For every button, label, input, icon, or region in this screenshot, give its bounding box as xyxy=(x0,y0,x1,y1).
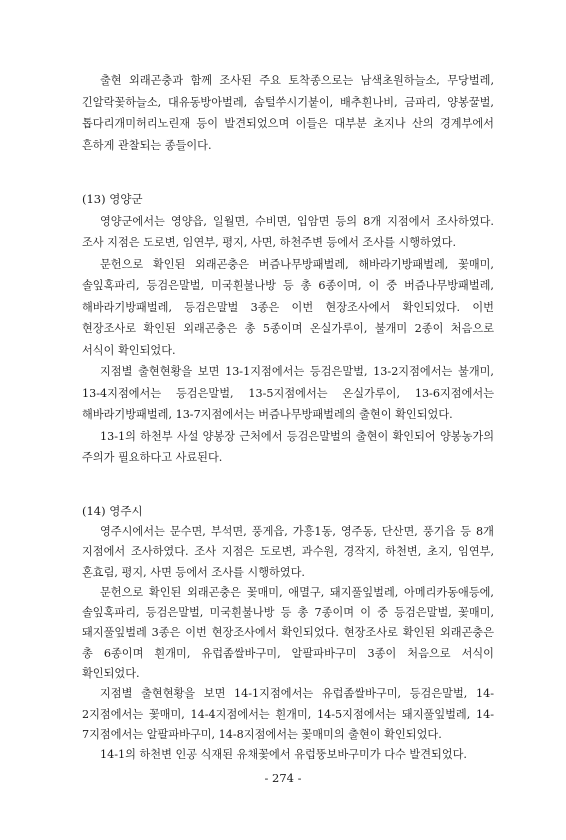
yeongju-paragraph-2: 문헌으로 확인된 외래곤충은 꽃매미, 애멸구, 돼지풀잎벌레, 아메리카동애등에, 솔잎혹파리, 등검은말벌, 미국흰불나방 등 총 7종이며 이 중 등검은말벌, 꽃매미, 돼지풀잎벌레 3종은 이번 현장조사에서 확인되었다. 현장조사로 확인된 외래곤충은 총 6종이며 흰개미, 유럽좀쌀바구미, 알팔파바구미 3종이 처음으로 서식이 확인되었다. xyxy=(82,585,494,681)
section-heading-yeongyang: (13) 영양군 xyxy=(82,192,143,206)
intro-paragraph: 출현 외래곤충과 함께 조사된 주요 토착종으로는 남색초원하늘소, 무당벌레, 긴알락꽃하늘소, 대유동방아벌레, 솜털쑤시기붙이, 배추흰나비, 금파리, 양봉꿀벌, 톱다리개미허리노린재 등이 발견되었으며 이들은 대부분 초지나 산의 경계부에서 흔하게 관찰되는 종들이다. xyxy=(82,74,494,152)
yeongju-paragraph-4: 14-1의 하천변 인공 식재된 유채꽃에서 유럽뚱보바구미가 다수 발견되었다. xyxy=(100,748,467,762)
yeongju-paragraph-3: 지점별 출현현황을 보면 14-1지점에서는 유럽좀쌀바구미, 등검은말벌, 14-2지점에서는 꽃매미, 14-4지점에서는 흰개미, 14-5지점에서는 돼지풀잎벌레, 14-7지점에서는 알팔파바구미, 14-8지점에서는 꽃매미의 출현이 확인되었다. xyxy=(82,687,494,741)
yeongju-paragraph-1: 영주시에서는 문수면, 부석면, 풍게읍, 가흥1동, 영주동, 단산면, 풍기읍 등 8개 지점에서 조사하였다. 조사 지점은 도로변, 과수원, 경작지, 하천변, 초지, 임연부, 혼효림, 평지, 사면 등에서 조사를 시행하였다. xyxy=(82,525,494,579)
yeongyang-paragraph-3: 지점별 출현현황을 보면 13-1지점에서는 등검은말벌, 13-2지점에서는 불개미, 13-4지점에서는 등검은말벌, 13-5지점에서는 온실가루이, 13-6지점에서는 해바라기방패벌레, 13-7지점에서는 버즘나무방패벌레의 출현이 확인되었다. xyxy=(82,365,494,421)
yeongyang-paragraph-2: 문헌으로 확인된 외래곤충은 버즘나무방패벌레, 해바라기방패벌레, 꽃매미, 솔잎혹파리, 등검은말벌, 미국흰불나방 등 총 6종이며, 이 중 버즘나무방패벌레, 해바라기방패벌레, 등검은말벌 3종은 이번 현장조사에서 확인되었다. 이번 현장조사로 확인된 외래곤충은 총 5종이며 온실가루이, 불개미 2종이 처음으로 서식이 확인되었다. xyxy=(82,257,494,357)
page-number: - 274 - xyxy=(264,771,302,785)
section-heading-yeongju: (14) 영주시 xyxy=(82,503,143,518)
yeongyang-paragraph-4: 13-1의 하천부 사설 양봉장 근처에서 등검은말벌의 출현이 확인되어 양봉농가의 주의가 필요하다고 사료된다. xyxy=(82,429,494,464)
yeongyang-paragraph-1: 영양군에서는 영양읍, 일월면, 수비면, 입암면 등의 8개 지점에서 조사하였다. 조사 지점은 도로변, 임연부, 평지, 사면, 하천주변 등에서 조사를 시행하였다. xyxy=(82,214,494,249)
page-body xyxy=(82,70,494,766)
